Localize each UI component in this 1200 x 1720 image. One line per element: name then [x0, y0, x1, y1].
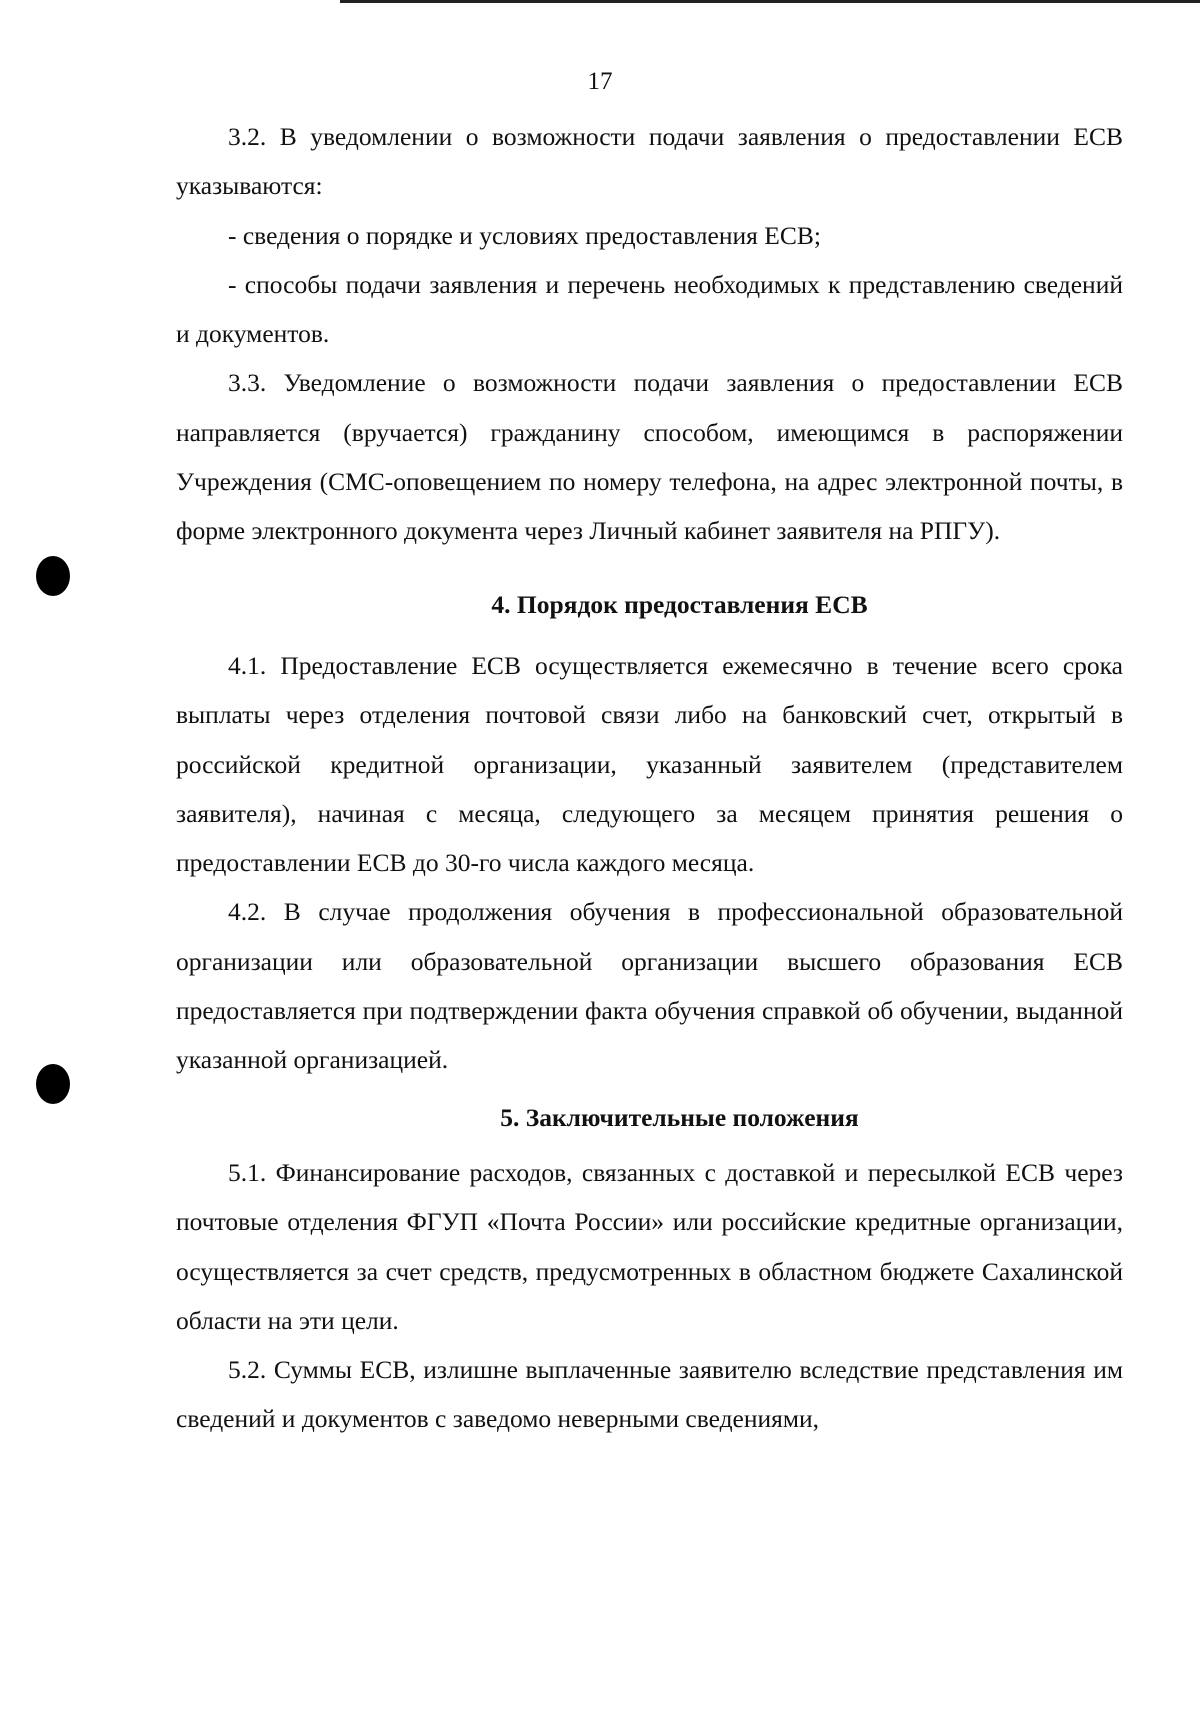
paragraph-4-2: 4.2. В случае продолжения обучения в профессиональной образовательной организации или образовательной организации высшего образования ЕСВ предоставляется при подтверждении факта обучения справкой об обучении, выданной указанной организацией.: [176, 897, 1123, 1075]
section-5-heading: 5. Заключительные положения: [500, 1102, 859, 1132]
document-body: [176, 112, 1123, 1444]
paragraph-4-1: 4.1. Предоставление ЕСВ осуществляется ежемесячно в течение всего срока выплаты через отделения почтовой связи либо на банковский счет, открытый в российской кредитной организации, указанный заявителем (представителем заявителя), начиная с месяца, следующего за месяцем принятия решения о предоставлении ЕСВ до 30-го числа каждого месяца.: [176, 650, 1123, 878]
paragraph-3-2-item-2: - способы подачи заявления и перечень необходимых к представлению сведений и документов.: [176, 269, 1123, 349]
section-4-heading: 4. Порядок предоставления ЕСВ: [491, 589, 868, 619]
top-edge-rule: [340, 0, 1200, 3]
paragraph-5-2: 5.2. Суммы ЕСВ, излишне выплаченные заявителю вследствие представления им сведений и документов с заведомо неверными сведениями,: [176, 1355, 1123, 1434]
paragraph-3-3: 3.3. Уведомление о возможности подачи заявления о предоставлении ЕСВ направляется (вручается) гражданину способом, имеющимся в распоряжении Учреждения (СМС-оповещением по номеру телефона, на адрес электронной почты, в форме электронного документа через Личный кабинет заявителя на РПГУ).: [176, 368, 1123, 546]
paragraph-3-2-item-1: - сведения о порядке и условиях предоставления ЕСВ;: [228, 220, 821, 250]
punch-hole-mark: [36, 1064, 70, 1104]
page-number: 17: [587, 68, 613, 95]
punch-hole-mark: [36, 556, 70, 596]
paragraph-5-1: 5.1. Финансирование расходов, связанных с доставкой и пересылкой ЕСВ через почтовые отделения ФГУП «Почта России» или российские кредитные организации, осуществляется за счет средств, предусмотренных в областном бюджете Сахалинской области на эти цели.: [176, 1157, 1123, 1335]
paragraph-3-2: 3.2. В уведомлении о возможности подачи заявления о предоставлении ЕСВ указываются:: [176, 122, 1123, 201]
